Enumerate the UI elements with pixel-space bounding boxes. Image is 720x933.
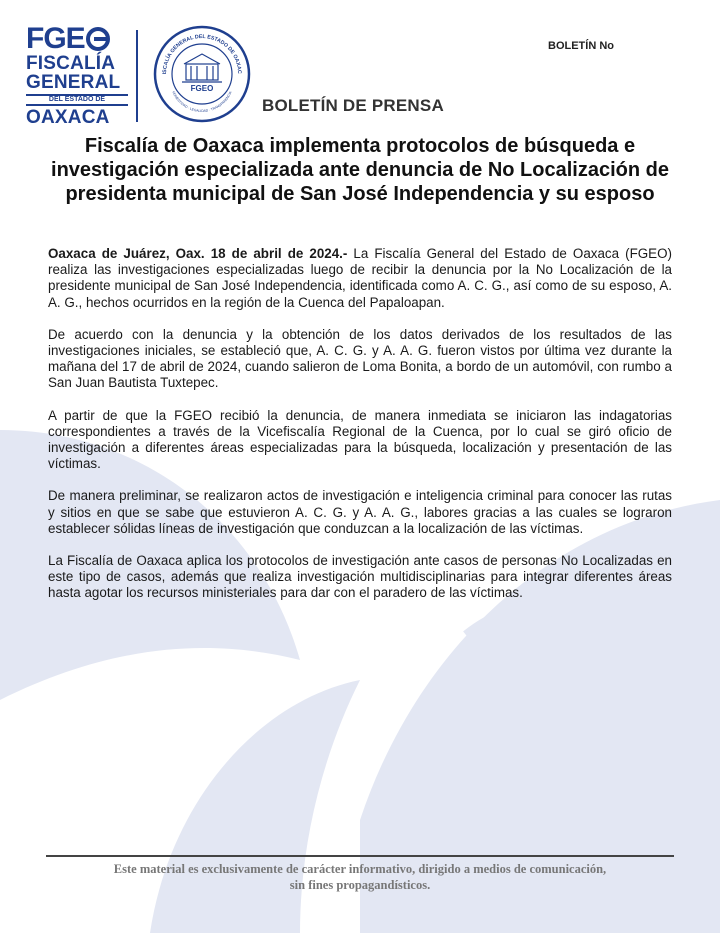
paragraph-3: A partir de que la FGEO recibió la denuncia, de manera inmediata se iniciaron las indagatorias correspondientes a través de la Vicefiscalía Regional de la Cuenca, por lo cual se giró oficio de investigación a diferentes áreas especializadas para la búsqueda, localización y presentación de las víctimas. [48,407,672,472]
disclaimer-line-1: Este material es exclusivamente de carácter informativo, dirigido a medios de comunicación, [113,862,607,876]
disclaimer-footer [60,861,660,893]
fgeo-logo [26,24,128,127]
document-type-title: BOLETÍN DE PRENSA [262,96,444,115]
paragraph-4: De manera preliminar, se realizaron actos de investigación e inteligencia criminal para conocer las rutas y sitios en que se sabe que estuvieron A. C. G. y A. A. G., labores gracias a las cuales se lograron establecer sólidas líneas de investigación que conduzcan a la localización de las víctimas. [48,488,672,536]
paragraph-5: La Fiscalía de Oaxaca aplica los protocolos de investigación ante casos de personas No Localizadas en este tipo de casos, además que realiza investigación multidisciplinarias para integrar diferentes áreas hasta agotar los recursos ministeriales para dar con el paradero de las víctimas. [48,553,672,601]
paragraph-2: De acuerdo con la denuncia y la obtención de los datos derivados de los resultados de las investigaciones iniciales, se estableció que, A. C. G. y A. A. G. fueron vistos por última vez durante la mañana del 17 de abril de 2024, cuando salieron de Loma Bonita, a bordo de un automóvil, con rumbo a San Juan Bautista Tuxtepec. [48,326,672,391]
headline: Fiscalía de Oaxaca implementa protocolos de búsqueda e investigación especializada ante denuncia de No Localización de presidenta municipal de San José Independencia y su esposo [51,135,669,205]
logo-divider [136,30,138,122]
seal-bottom-text: HONESTIDAD · LEGALIDAD · TRANSPARENCIA [171,90,233,114]
logo-line-fiscalia: FISCALÍA [26,53,116,74]
fgeo-wordmark [26,24,128,54]
paragraph-1 [48,246,672,311]
logo-line-oaxaca: OAXACA [26,107,110,128]
seal-ring-text: ISCALÍA GENERAL DEL ESTADO DE OAXAC [161,33,243,75]
logo-acronym-text: FGE [26,22,85,55]
disclaimer-line-2: sin fines propagandísticos. [289,878,431,892]
footer-divider [46,855,674,857]
logo-o-icon [86,27,110,51]
seal-acronym: FGEO [190,84,214,93]
paragraph-1-text: La Fiscalía General del Estado de Oaxaca (FGEO) realiza las investigaciones especializadas luego de recibir la denuncia por la No Localización de la presidente municipal de San José Independencia, identificada como A. C. G., así como de su esposo, A. A. G., hechos ocurridos en la región de la Cuenca del Papaloapan. [48,246,672,310]
article-body [48,246,672,618]
dateline: Oaxaca de Juárez, Oax. 18 de abril de 2024.- [48,246,348,261]
logo-line-general: GENERAL [26,72,121,93]
logo-line-del-estado: DEL ESTADO DE [26,94,128,106]
boletin-number-label: BOLETÍN No [548,40,614,52]
fiscalia-seal-icon [152,24,252,124]
